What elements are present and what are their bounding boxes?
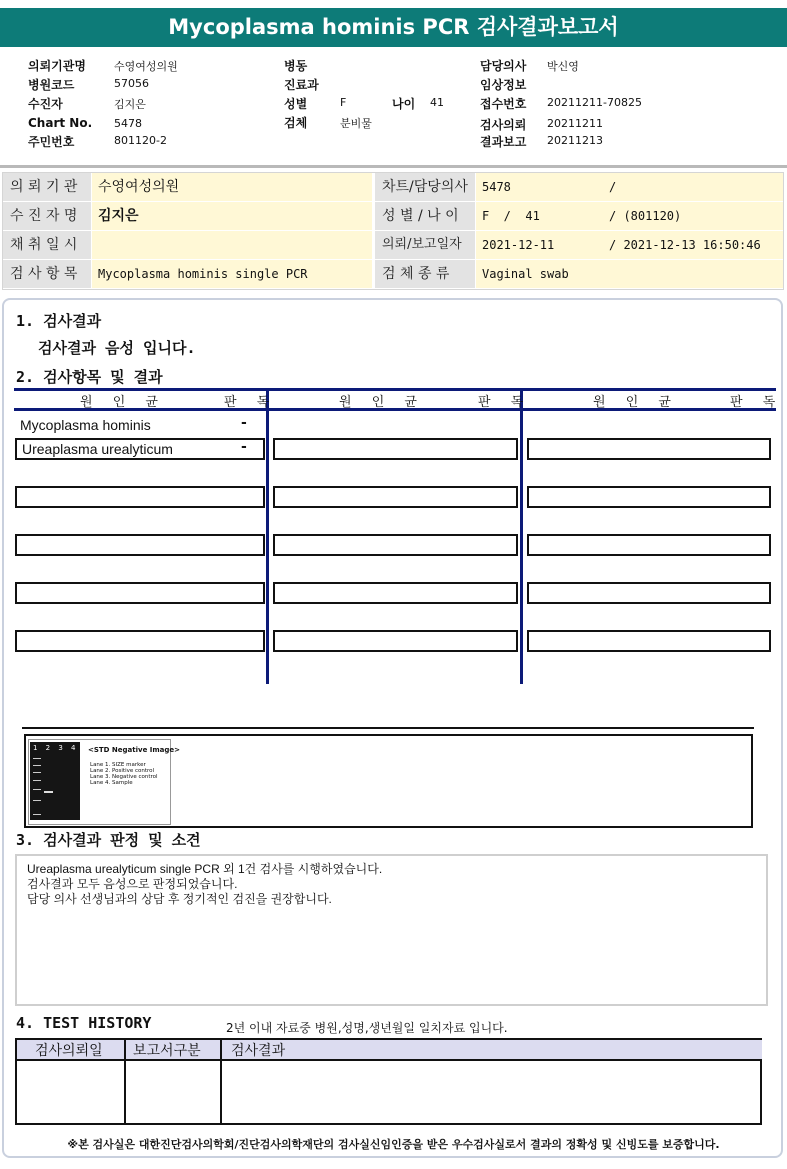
gel-electrophoresis-image <box>30 742 80 820</box>
info-value: Mycoplasma hominis single PCR <box>92 260 372 288</box>
gel-title: <STD Negative Image> <box>88 746 181 754</box>
comment-line: Ureaplasma urealyticum single PCR 외 1건 검사를 시행하였습니다. <box>27 862 383 876</box>
result-cell <box>527 534 771 556</box>
info-label: 성 별 / 나 이 <box>375 202 475 230</box>
result-cell <box>273 534 518 556</box>
gel-legend-item: Lane 1. SIZE marker <box>90 762 146 768</box>
info-value: / <box>603 173 783 201</box>
header-label: Chart No. <box>28 116 93 130</box>
col-organism: 원 인 균 <box>339 395 425 410</box>
header-value: 수영여성의원 <box>114 60 178 73</box>
info-value: F / 41 <box>476 202 603 230</box>
gel-legend-item: Lane 3. Negative control <box>90 774 158 780</box>
header-label: 검체 <box>284 116 308 130</box>
result-cell <box>273 630 518 652</box>
section-2-title: 2. 검사항목 및 결과 <box>16 368 163 386</box>
header-value: 20211211 <box>547 117 603 130</box>
info-value: 5478 <box>476 173 603 201</box>
result-cell <box>273 486 518 508</box>
comment-line: 담당 의사 선생님과의 상담 후 정기적인 검진을 권장합니다. <box>27 892 332 906</box>
comment-box <box>15 854 768 1006</box>
info-label: 차트/담당의사 <box>375 173 475 201</box>
col-judgement: 판 독 <box>478 395 532 410</box>
judgement-value: - <box>241 439 247 455</box>
header-value: 801120-2 <box>114 134 167 147</box>
gel-lane-numbers: 1 2 3 4 <box>33 744 79 752</box>
result-cell <box>527 486 771 508</box>
info-value: 김지은 <box>92 202 372 230</box>
header-value: 분비물 <box>340 117 372 130</box>
judgement-value: - <box>241 415 247 431</box>
header-label: 임상정보 <box>480 78 527 92</box>
result-cell <box>273 582 518 604</box>
history-col-divider <box>124 1040 126 1123</box>
info-label: 채 취 일 시 <box>3 231 91 259</box>
info-label: 수 진 자 명 <box>3 202 91 230</box>
history-header-row <box>17 1040 762 1061</box>
info-label: 검 사 항 목 <box>3 260 91 288</box>
header-label: 진료과 <box>284 78 319 92</box>
header-label: 성별 <box>284 97 308 111</box>
result-cell <box>527 630 771 652</box>
header-label: 병동 <box>284 59 308 73</box>
patient-info-table <box>2 172 784 290</box>
info-label: 의뢰/보고일자 <box>375 231 475 259</box>
header-value: 57056 <box>114 77 149 90</box>
info-value <box>92 231 372 259</box>
info-label: 의 뢰 기 관 <box>3 173 91 201</box>
result-cell <box>15 534 265 556</box>
history-col-result: 검사결과 <box>231 1043 286 1059</box>
history-col-date: 검사의뢰일 <box>35 1043 103 1059</box>
report-title: Mycoplasma hominis PCR 검사결과보고서 <box>0 8 787 47</box>
result-cell <box>15 582 265 604</box>
history-col-divider <box>220 1040 222 1123</box>
header-value: 20211213 <box>547 134 603 147</box>
info-label: 검 체 종 류 <box>375 260 475 288</box>
gel-legend-item: Lane 4. Sample <box>90 780 133 786</box>
history-col-type: 보고서구분 <box>133 1043 201 1059</box>
organism-name: Ureaplasma urealyticum <box>22 441 173 457</box>
certification-note: ※본 검사실은 대한진단검사의학회/진단검사의학재단의 검사실신임인증을 받은 우수검사실로서 결과의 정확성 및 신빙도를 보증합니다. <box>67 1138 720 1151</box>
result-cell <box>273 438 518 460</box>
header-value: 박신영 <box>547 60 579 73</box>
section-4-title: 4. TEST HISTORY <box>16 1014 152 1032</box>
header-label: 수진자 <box>28 97 63 111</box>
divider <box>0 165 787 168</box>
section-1-title: 1. 검사결과 <box>16 312 102 330</box>
header-label: 검사의뢰 <box>480 118 527 132</box>
result-cell <box>527 582 771 604</box>
divider <box>22 727 754 729</box>
info-value: / (801120) <box>603 202 783 230</box>
header-label: 의뢰기관명 <box>28 59 86 73</box>
col-organism: 원 인 균 <box>593 395 679 410</box>
header-value: 41 <box>430 96 444 109</box>
grid-col-divider <box>266 388 269 684</box>
info-value: 수영여성의원 <box>92 173 372 201</box>
result-cell <box>527 438 771 460</box>
header-label: 결과보고 <box>480 135 527 149</box>
col-judgement: 판 독 <box>730 395 784 410</box>
grid-col-divider <box>520 388 523 684</box>
header-label: 병원코드 <box>28 78 75 92</box>
gel-legend-item: Lane 2. Positive control <box>90 768 155 774</box>
header-label: 접수번호 <box>480 97 527 111</box>
info-value: 2021-12-11 <box>476 231 603 259</box>
col-judgement: 판 독 <box>224 395 278 410</box>
section-3-title: 3. 검사결과 판정 및 소견 <box>16 831 201 849</box>
header-value: 김지은 <box>114 98 146 111</box>
header-label: 나이 <box>392 97 416 111</box>
result-summary: 검사결과 음성 입니다. <box>38 339 196 357</box>
info-value: / 2021-12-13 16:50:46 <box>603 231 783 259</box>
history-table <box>15 1038 762 1125</box>
header-label: 담당의사 <box>480 59 527 73</box>
header-value: 5478 <box>114 117 142 130</box>
organism-name: Mycoplasma hominis <box>20 417 151 433</box>
header-value: 20211211-70825 <box>547 96 642 109</box>
result-cell <box>15 630 265 652</box>
comment-line: 검사결과 모두 음성으로 판정되었습니다. <box>27 877 238 891</box>
header-label: 주민번호 <box>28 135 75 149</box>
col-organism: 원 인 균 <box>80 395 166 410</box>
history-note: 2년 이내 자료중 병원,성명,생년월일 일치자료 입니다. <box>226 1021 508 1035</box>
header-value: F <box>340 96 347 109</box>
result-cell <box>15 486 265 508</box>
info-value: Vaginal swab <box>476 260 783 288</box>
